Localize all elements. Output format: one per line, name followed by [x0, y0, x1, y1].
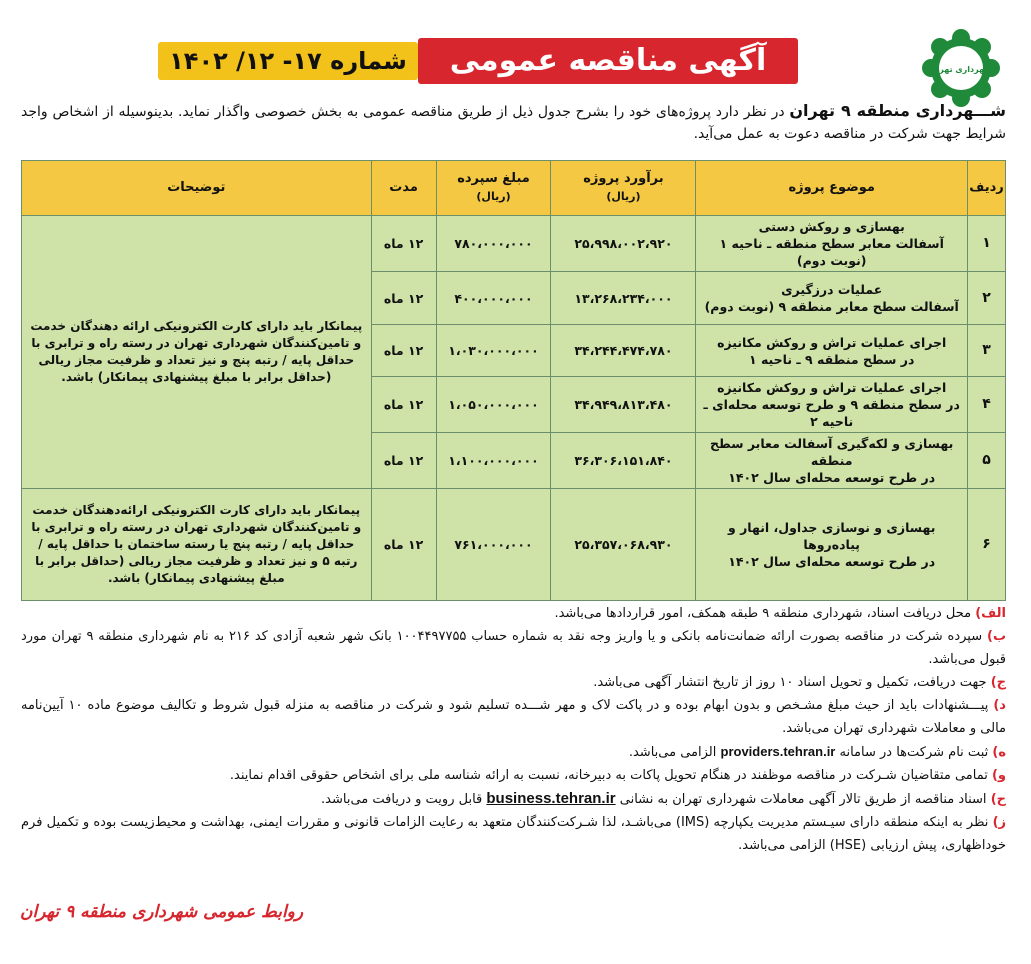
row-deposit: ۱،۰۳۰،۰۰۰،۰۰۰	[436, 325, 551, 377]
row-notes-group-2: پیمانکار باید دارای کارت الکترونیکی ارائه‌دهندگان خدمت و تامین‌کنندگان شهرداری تهران در رسته راه و ترابری با حداقل پایه / رتبه پنج یا رسته ساختمان با حداقل پایه / رتبه ۵ و نیز تعداد و ظرفیت مجاز ریالی (حداقل برابر با مبلغ پیشنهادی پیمانکار) باشد.	[22, 489, 372, 601]
notice-number: شماره ۱۷- ۱۲/ ۱۴۰۲	[158, 42, 418, 80]
table-row	[22, 489, 1006, 601]
business-link[interactable]: business.tehran.ir	[486, 790, 616, 807]
row-deposit: ۷۸۰،۰۰۰،۰۰۰	[436, 216, 551, 272]
row-estimate: ۳۴،۹۴۹،۸۱۳،۴۸۰	[551, 377, 696, 433]
row-estimate: ۱۳،۲۶۸،۲۳۴،۰۰۰	[551, 272, 696, 325]
row-num: ۳	[968, 325, 1006, 377]
row-num: ۵	[968, 433, 1006, 489]
header-estimate: برآورد پروژه (ریال)	[551, 161, 696, 216]
logo-text: شهرداری تهران	[929, 65, 993, 74]
header-duration: مدت	[371, 161, 436, 216]
row-subject: بهسازی و روکش دستی آسفالت معابر سطح منطقه ـ ناحیه ۱ (نوبت دوم)	[696, 216, 968, 272]
row-num: ۲	[968, 272, 1006, 325]
title-banner	[148, 38, 898, 84]
tehran-municipality-logo-icon	[921, 28, 1001, 108]
notice-title: آگهی مناقصه عمومی	[418, 38, 798, 84]
row-duration: ۱۲ ماه	[371, 272, 436, 325]
row-duration: ۱۲ ماه	[371, 377, 436, 433]
header-subject: موضوع پروژه	[696, 161, 968, 216]
row-num: ۴	[968, 377, 1006, 433]
list-item: ب) سپرده شرکت در مناقصه بصورت ارائه ضمانت‌نامه بانکی و یا واریز وجه نقد به شماره حساب ۱۰۰۴۴۹۷۷۵۵ بانک شهر شعبه آزادی کد ۲۱۶ به نام شهرداری منطقه ۹ تهران مورد قبول می‌باشد.	[21, 629, 1007, 667]
projects-table	[21, 160, 1006, 601]
public-relations-signature: روابط عمومی شهرداری منطقه ۹ تهران	[20, 902, 304, 922]
row-subject: بهسازی و نوسازی جداول، انهار و پیاده‌روها در طرح توسعه محله‌ای سال ۱۴۰۲	[696, 489, 968, 601]
row-subject: بهسازی و لکه‌گیری آسفالت معابر سطح منطقه در طرح توسعه محله‌ای سال ۱۴۰۲	[696, 433, 968, 489]
list-item: د) پیـــشنهادات باید از حیث مبلغ مشـخص و بدون ابهام بوده و در پاکت لاک و مهر شـــده تسلیم شود و شرکت در مناقصه به منزله قبول شروط و تکالیف موضوع ماده ۱۰ آیین‌نامه مالی و معاملات شهرداری تهران می‌باشد.	[21, 698, 1006, 736]
intro-text: در نظر دارد پروژه‌های خود را بشرح جدول ذیل از طریق مناقصه عمومی به بخش خصوصی واگذار نماید. بدینوسیله از اشخاص واجد شرایط جهت شرکت در مناقصه دعوت به عمل می‌آید.	[21, 104, 1006, 142]
row-subject: اجرای عملیات تراش و روکش مکانیزه در سطح منطقه ۹ ـ ناحیه ۱	[696, 325, 968, 377]
intro-paragraph	[21, 100, 1006, 145]
row-estimate: ۲۵،۳۵۷،۰۶۸،۹۳۰	[551, 489, 696, 601]
row-subject: عملیات درزگیری آسفالت سطح معابر منطقه ۹ (نوبت دوم)	[696, 272, 968, 325]
intro-org: شـــهرداری منطقه ۹ تهران	[789, 101, 1007, 120]
row-duration: ۱۲ ماه	[371, 433, 436, 489]
list-item: ج) جهت دریافت، تکمیل و تحویل اسناد ۱۰ روز از تاریخ انتشار آگهی می‌باشد.	[593, 675, 1006, 690]
row-estimate: ۲۵،۹۹۸،۰۰۲،۹۲۰	[551, 216, 696, 272]
row-subject: اجرای عملیات تراش و روکش مکانیزه در سطح منطقه ۹ و طرح توسعه محله‌ای ـ ناحیه ۲	[696, 377, 968, 433]
list-item: و) تمامی متقاضیان شـرکت در مناقصه موظفند در هنگام تحویل پاکات به دبیرخانه، نسبت به ارائه شناسه ملی برای اشخاص حقوقی اقدام نمایند.	[229, 768, 1006, 783]
row-deposit: ۱،۱۰۰،۰۰۰،۰۰۰	[436, 433, 551, 489]
conditions-list	[21, 602, 1006, 857]
row-num: ۱	[968, 216, 1006, 272]
list-item: ح) اسناد مناقصه از طریق تالار آگهی معاملات شهرداری تهران به نشانی business.tehran.ir قابل رویت و دریافت می‌باشد.	[321, 790, 1006, 807]
row-deposit: ۱،۰۵۰،۰۰۰،۰۰۰	[436, 377, 551, 433]
row-duration: ۱۲ ماه	[371, 216, 436, 272]
row-duration: ۱۲ ماه	[371, 325, 436, 377]
providers-link[interactable]: providers.tehran.ir	[720, 744, 836, 759]
row-notes-group-1: پیمانکار باید دارای کارت الکترونیکی ارائه دهندگان خدمت و تامین‌کنندگان شهرداری تهران در رسته راه و ترابری با حداقل پایه / رتبه پنج و نیز تعداد و ظرفیت مجاز ریالی (حداقل برابر با مبلغ پیشنهادی پیمانکار) باشد.	[22, 216, 372, 489]
header-notes: توضیحات	[22, 161, 372, 216]
row-deposit: ۷۶۱،۰۰۰،۰۰۰	[436, 489, 551, 601]
list-item: ه) ثبت نام شرکت‌ها در سامانه providers.tehran.ir الزامی می‌باشد.	[628, 744, 1006, 760]
list-item: الف) محل دریافت اسناد، شهرداری منطقه ۹ طبقه همکف، امور قراردادها می‌باشد.	[554, 606, 1006, 621]
row-estimate: ۳۴،۲۴۴،۴۷۴،۷۸۰	[551, 325, 696, 377]
table-header-row	[22, 161, 1006, 216]
row-deposit: ۴۰۰،۰۰۰،۰۰۰	[436, 272, 551, 325]
header-deposit: مبلغ سپرده (ریال)	[436, 161, 551, 216]
row-estimate: ۳۶،۳۰۶،۱۵۱،۸۴۰	[551, 433, 696, 489]
header-row-num: ردیف	[968, 161, 1006, 216]
row-num: ۶	[968, 489, 1006, 601]
table-row	[22, 216, 1006, 272]
list-item: ز) نظر به اینکه منطقه دارای سیـستم مدیریت یکپارچه (IMS) می‌باشـد، لذا شـرکت‌کنندگان متعهد به رعایت الزامات قانونی و مقررات ایمنی، بهداشت و محیط‌زیست بوده و تکمیل فرم خوداظهاری، پیش ارزیابی (HSE) الزامی می‌باشد.	[21, 815, 1006, 853]
row-duration: ۱۲ ماه	[371, 489, 436, 601]
